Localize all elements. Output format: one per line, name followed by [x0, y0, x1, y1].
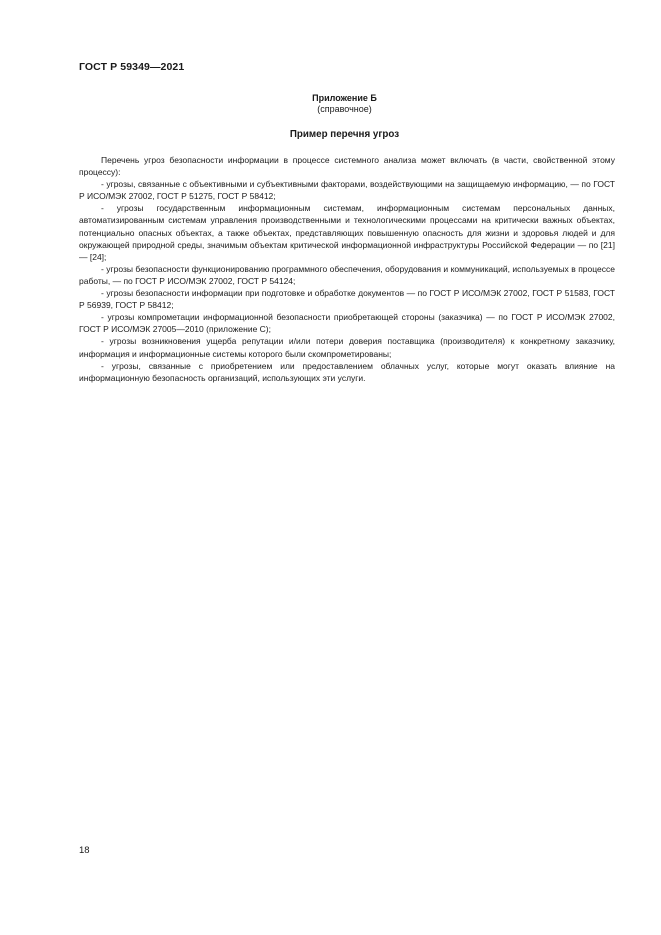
list-item: - угрозы, связанные с объективными и субъективными факторами, воздействующими на защищаемую информацию, — по ГОСТ Р ИСО/МЭК 27002, ГОСТ Р 51275, ГОСТ Р 58412;	[79, 179, 615, 202]
list-item: - угрозы, связанные с приобретением или предоставлением облачных услуг, которые могут оказать влияние на информационную безопасность организаций, использующих эти услуги.	[79, 360, 615, 383]
list-item: - угрозы возникновения ущерба репутации и/или потери доверия поставщика (производителя) к конкретному заказчику, информация и информационные системы которого были скомпрометированы;	[79, 336, 615, 359]
section-title: Пример перечня угроз	[289, 129, 400, 140]
appendix-heading	[0, 93, 661, 115]
list-item: - угрозы компрометации информационной безопасности приобретающей стороны (заказчика) — по ГОСТ Р ИСО/МЭК 27002, ГОСТ Р ИСО/МЭК 27005—2010 (приложение С);	[79, 312, 615, 335]
list-item: - угрозы безопасности функционированию программного обеспечения, оборудования и коммуникаций, используемых в процессе работы, — по ГОСТ Р ИСО/МЭК 27002, ГОСТ Р 54124;	[79, 263, 615, 286]
document-code: ГОСТ Р 59349—2021	[79, 61, 185, 73]
appendix-title: Приложение Б	[312, 93, 377, 103]
list-item: - угрозы безопасности информации при подготовке и обработке документов — по ГОСТ Р ИСО/МЭК 27002, ГОСТ Р 51583, ГОСТ Р 56939, ГОСТ Р 58412;	[79, 288, 615, 311]
body-text	[79, 154, 615, 384]
list-item: - угрозы государственным информационным системам, информационным системам персональных данных, автоматизированным системам управления производственными и технологическими процессами на критически важных объектах, потенциально опасных объектах, а также объектах, представляющих повышенную опасность для жизни и здоровья людей и для окружающей природной среды, значимым объектам критической информационной инфраструктуры Российской Федерации — по [21] — [24];	[79, 203, 615, 262]
intro-paragraph: Перечень угроз безопасности информации в процессе системного анализа может включать (в части, свойственной этому процессу):	[79, 155, 615, 178]
page-number: 18	[79, 845, 90, 856]
appendix-type: (справочное)	[317, 104, 372, 114]
